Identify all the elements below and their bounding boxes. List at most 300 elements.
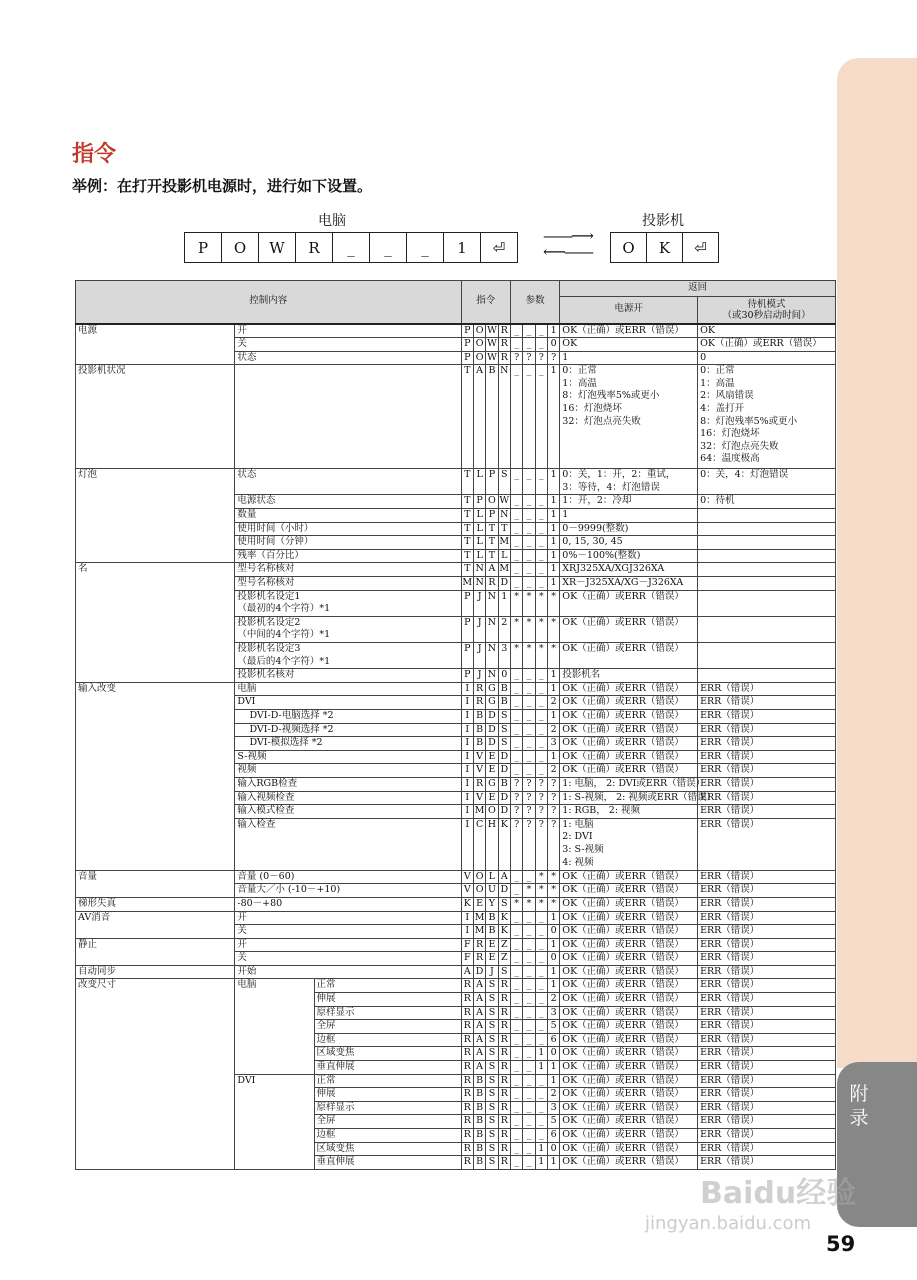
table-cell: 1 — [547, 709, 559, 723]
table-cell: R — [461, 1129, 473, 1143]
table-cell: 5 — [547, 1020, 559, 1034]
table-cell — [698, 643, 836, 669]
table-cell: D — [498, 750, 510, 764]
header-standby: 待机模式 （或30秒启动时间） — [698, 297, 836, 324]
table-cell: OK（正确）或ERR（错误） — [560, 1061, 698, 1075]
table-cell: R — [498, 1020, 510, 1034]
table-cell: _ — [510, 884, 522, 898]
table-cell: 电脑 — [235, 979, 314, 1074]
table-cell: L — [473, 549, 485, 563]
table-cell: ? — [535, 818, 547, 870]
table-cell: K — [498, 925, 510, 939]
table-cell: _ — [510, 696, 522, 710]
table-cell: I — [461, 911, 473, 925]
table-cell: 1 — [535, 1047, 547, 1061]
command-cell: O — [221, 233, 258, 262]
table-cell: _ — [535, 577, 547, 591]
table-cell: _ — [523, 324, 535, 338]
table-cell: _ — [523, 1088, 535, 1102]
table-cell: R — [461, 993, 473, 1007]
table-cell: _ — [523, 1156, 535, 1170]
table-cell: ERR（错误） — [698, 709, 836, 723]
table-cell: * — [523, 884, 535, 898]
table-cell: _ — [535, 536, 547, 550]
table-cell: * — [523, 616, 535, 642]
table-cell: B — [473, 1115, 485, 1129]
table-cell: I — [461, 723, 473, 737]
table-cell: ? — [523, 791, 535, 805]
table-cell: T — [461, 509, 473, 523]
table-cell: R — [498, 1074, 510, 1088]
table-cell: 伸展 — [314, 993, 461, 1007]
table-cell: ? — [523, 818, 535, 870]
projector-response-cells — [610, 232, 719, 263]
table-cell: 关 — [235, 952, 461, 966]
table-cell: * — [535, 897, 547, 911]
table-cell: 2 — [498, 616, 510, 642]
table-cell: M — [473, 925, 485, 939]
table-cell: _ — [510, 1033, 522, 1047]
table-cell: OK（正确）或ERR（错误） — [560, 979, 698, 993]
table-cell: 6 — [547, 1129, 559, 1143]
table-cell: T — [461, 469, 473, 495]
table-cell: B — [498, 696, 510, 710]
table-cell: I — [461, 696, 473, 710]
table-cell: _ — [510, 993, 522, 1007]
table-cell: E — [486, 791, 498, 805]
table-cell: C — [473, 818, 485, 870]
table-cell: ? — [535, 805, 547, 819]
table-cell: K — [498, 818, 510, 870]
table-cell: R — [498, 1061, 510, 1075]
table-cell: _ — [523, 522, 535, 536]
table-cell: 2 — [547, 723, 559, 737]
table-cell: * — [510, 897, 522, 911]
table-cell — [235, 365, 461, 469]
table-cell: L — [498, 549, 510, 563]
table-cell: _ — [510, 577, 522, 591]
table-cell: _ — [523, 737, 535, 751]
table-cell: M — [498, 536, 510, 550]
table-cell: ERR（错误） — [698, 1033, 836, 1047]
table-cell: _ — [535, 324, 547, 338]
table-cell: O — [473, 324, 485, 338]
table-cell: 边框 — [314, 1033, 461, 1047]
table-cell: T — [461, 536, 473, 550]
header-control: 控制内容 — [76, 281, 462, 324]
table-cell: OK（正确）或ERR（错误） — [560, 1129, 698, 1143]
table-cell: S — [486, 979, 498, 993]
table-cell: T — [461, 495, 473, 509]
table-cell: ? — [523, 777, 535, 791]
table-cell: 名 — [76, 563, 235, 682]
table-cell: R — [461, 1006, 473, 1020]
table-cell: R — [461, 1047, 473, 1061]
table-cell: M — [473, 911, 485, 925]
table-cell: OK（正确）或ERR（错误） — [560, 965, 698, 979]
table-cell: * — [535, 590, 547, 616]
table-cell: _ — [535, 509, 547, 523]
table-cell: L — [473, 469, 485, 495]
table-cell — [698, 616, 836, 642]
table-cell: T — [486, 522, 498, 536]
table-cell: 使用时间（分钟） — [235, 536, 461, 550]
table-cell: 投影机状况 — [76, 365, 235, 469]
table-cell: ? — [547, 351, 559, 365]
table-cell: 残率（百分比） — [235, 549, 461, 563]
table-cell: R — [473, 682, 485, 696]
table-cell: B — [473, 1156, 485, 1170]
table-cell: ? — [535, 351, 547, 365]
table-cell: OK（正确）或ERR（错误） — [560, 1074, 698, 1088]
table-cell: P — [461, 351, 473, 365]
table-cell: DVI-D-电脑选择 *2 — [235, 709, 461, 723]
table-cell: 原样显示 — [314, 1006, 461, 1020]
table-cell: I — [461, 805, 473, 819]
table-cell: I — [461, 737, 473, 751]
table-cell: 1 — [547, 469, 559, 495]
table-cell: R — [498, 993, 510, 1007]
table-cell: _ — [510, 522, 522, 536]
table-cell: _ — [510, 870, 522, 884]
table-cell: _ — [535, 1129, 547, 1143]
table-cell: 输入检查 — [235, 818, 461, 870]
table-cell: ERR（错误） — [698, 911, 836, 925]
table-cell: _ — [523, 925, 535, 939]
table-cell: _ — [535, 563, 547, 577]
table-cell: _ — [510, 1061, 522, 1075]
table-cell: OK（正确）或ERR（错误） — [560, 870, 698, 884]
table-cell: 2 — [547, 764, 559, 778]
table-cell: U — [486, 884, 498, 898]
table-cell: E — [486, 938, 498, 952]
table-cell: ? — [547, 805, 559, 819]
table-cell: J — [473, 616, 485, 642]
table-cell: _ — [535, 1115, 547, 1129]
table-cell: 自动同步 — [76, 965, 235, 979]
table-cell: 3 — [547, 1006, 559, 1020]
table-cell: 音量 (0－60) — [235, 870, 461, 884]
table-cell: 0, 15, 30, 45 — [560, 536, 698, 550]
table-cell: N — [486, 643, 498, 669]
table-cell: 开 — [235, 911, 461, 925]
table-cell: _ — [523, 1006, 535, 1020]
table-cell: 全屏 — [314, 1020, 461, 1034]
table-cell: ? — [547, 777, 559, 791]
table-cell: 投影机名核对 — [235, 669, 461, 683]
table-cell: ? — [510, 805, 522, 819]
table-cell: 视频 — [235, 764, 461, 778]
table-cell: _ — [523, 965, 535, 979]
table-cell: O — [473, 338, 485, 352]
table-cell: Z — [498, 938, 510, 952]
table-cell: _ — [510, 1115, 522, 1129]
table-cell: ? — [547, 818, 559, 870]
table-cell: 投影机名设定1 （最初的4个字符）*1 — [235, 590, 461, 616]
table-cell: K — [461, 897, 473, 911]
table-cell: * — [547, 870, 559, 884]
table-cell: _ — [535, 669, 547, 683]
table-cell: A — [473, 993, 485, 1007]
table-cell: _ — [523, 764, 535, 778]
table-cell: ERR（错误） — [698, 993, 836, 1007]
command-cell: P — [197, 238, 209, 257]
table-cell: _ — [523, 1047, 535, 1061]
table-cell: 电源 — [76, 324, 235, 365]
table-cell: I — [461, 777, 473, 791]
table-cell: _ — [523, 750, 535, 764]
table-row — [76, 938, 836, 952]
table-cell: _ — [523, 1061, 535, 1075]
table-cell: D — [498, 577, 510, 591]
table-cell: OK（正确）或ERR（错误） — [560, 1115, 698, 1129]
table-cell: _ — [510, 469, 522, 495]
table-cell: 1: S-视频， 2: 视频或ERR（错误） — [560, 791, 698, 805]
table-cell: _ — [523, 1020, 535, 1034]
table-cell: _ — [510, 495, 522, 509]
table-cell: ? — [535, 777, 547, 791]
table-cell: J — [486, 965, 498, 979]
table-cell: I — [461, 818, 473, 870]
table-cell: _ — [535, 938, 547, 952]
watermark-logo: Baidu经验 — [700, 1176, 857, 1211]
command-cell: 1 — [443, 233, 480, 262]
table-cell: _ — [535, 911, 547, 925]
table-cell: ? — [535, 791, 547, 805]
transfer-arrows-icon: ——⟶ ⟵—— — [543, 226, 592, 261]
command-cell: _ — [369, 233, 406, 262]
table-cell: S — [486, 1101, 498, 1115]
table-cell: ERR（错误） — [698, 1115, 836, 1129]
table-cell: OK（正确）或ERR（错误） — [560, 709, 698, 723]
table-cell: _ — [535, 1088, 547, 1102]
table-row — [76, 365, 836, 469]
table-cell: A — [473, 365, 485, 469]
table-cell: R — [498, 1142, 510, 1156]
table-cell: 开始 — [235, 965, 461, 979]
table-cell: _ — [535, 522, 547, 536]
table-cell: _ — [535, 764, 547, 778]
table-cell: R — [461, 979, 473, 993]
table-cell: _ — [523, 669, 535, 683]
table-cell: OK — [560, 338, 698, 352]
table-cell: OK（正确）或ERR（错误） — [560, 993, 698, 1007]
table-cell: R — [498, 1101, 510, 1115]
table-cell: I — [461, 750, 473, 764]
table-cell: 1 — [547, 1074, 559, 1088]
header-power-on: 电源开 — [560, 297, 698, 324]
table-cell: T — [498, 522, 510, 536]
table-cell — [698, 536, 836, 550]
page-number: 59 — [826, 1232, 856, 1256]
table-cell: * — [523, 590, 535, 616]
table-cell: ERR（错误） — [698, 723, 836, 737]
table-cell: OK（正确）或ERR（错误） — [560, 324, 698, 338]
table-cell: OK（正确）或ERR（错误） — [560, 897, 698, 911]
table-cell: ERR（错误） — [698, 884, 836, 898]
table-cell: 状态 — [235, 351, 461, 365]
table-cell: A — [473, 1020, 485, 1034]
table-cell: 0：正常 1：高温 8：灯泡残率5%或更小 16：灯泡烧坏 32：灯泡点亮失败 — [560, 365, 698, 469]
table-cell: A — [486, 563, 498, 577]
table-cell: R — [498, 324, 510, 338]
table-cell: I — [461, 709, 473, 723]
table-cell: W — [498, 495, 510, 509]
table-cell: _ — [535, 979, 547, 993]
table-cell: DVI-D-视频选择 *2 — [235, 723, 461, 737]
table-cell: _ — [523, 495, 535, 509]
table-cell: 0 — [547, 925, 559, 939]
command-cell: O — [622, 238, 635, 257]
table-cell: 1 — [547, 549, 559, 563]
table-cell: OK（正确）或ERR（错误） — [560, 1020, 698, 1034]
table-cell: 正常 — [314, 979, 461, 993]
table-cell: P — [461, 338, 473, 352]
projector-label: 投影机 — [642, 213, 684, 229]
table-cell: 垂直伸展 — [314, 1061, 461, 1075]
table-cell: _ — [510, 338, 522, 352]
table-cell: _ — [510, 709, 522, 723]
table-cell: 0 — [698, 351, 836, 365]
table-cell: R — [461, 1156, 473, 1170]
table-cell: L — [486, 870, 498, 884]
table-cell: 2 — [547, 993, 559, 1007]
table-cell: _ — [510, 1156, 522, 1170]
table-cell: _ — [510, 682, 522, 696]
table-cell: T — [461, 522, 473, 536]
table-cell: _ — [535, 1020, 547, 1034]
table-cell: S — [498, 709, 510, 723]
table-cell: * — [547, 897, 559, 911]
table-cell: _ — [523, 952, 535, 966]
table-cell: S — [486, 1088, 498, 1102]
table-cell: P — [461, 324, 473, 338]
table-cell: _ — [535, 696, 547, 710]
table-cell: ERR（错误） — [698, 952, 836, 966]
table-cell: _ — [523, 682, 535, 696]
table-cell: OK（正确）或ERR（错误） — [560, 764, 698, 778]
table-cell: 开 — [235, 324, 461, 338]
table-cell: A — [473, 1006, 485, 1020]
table-cell: 投影机名设定2 （中间的4个字符）*1 — [235, 616, 461, 642]
table-cell: P — [486, 469, 498, 495]
table-cell: OK（正确）或ERR（错误） — [560, 737, 698, 751]
table-cell: 改变尺寸 — [76, 979, 235, 1169]
table-cell: _ — [535, 1033, 547, 1047]
table-cell: D — [498, 805, 510, 819]
table-cell: 1 — [535, 1142, 547, 1156]
pc-command-cells — [184, 232, 518, 263]
table-cell: R — [461, 1142, 473, 1156]
page-subtitle: 举例：在打开投影机电源时，进行如下设置。 — [72, 177, 373, 195]
table-cell: 0 — [547, 1142, 559, 1156]
table-cell: ERR（错误） — [698, 965, 836, 979]
table-cell: ERR（错误） — [698, 1047, 836, 1061]
table-cell: A — [461, 965, 473, 979]
table-cell: B — [486, 925, 498, 939]
table-cell: _ — [535, 1101, 547, 1115]
table-cell: B — [473, 1142, 485, 1156]
table-cell: _ — [523, 696, 535, 710]
table-cell: 1：开，2：冷却 — [560, 495, 698, 509]
table-cell: 关 — [235, 338, 461, 352]
table-cell: ? — [523, 805, 535, 819]
table-cell: 区域变焦 — [314, 1142, 461, 1156]
table-cell: M — [461, 577, 473, 591]
table-cell: 3 — [547, 737, 559, 751]
table-cell: 0%－100%(整数) — [560, 549, 698, 563]
table-cell: _ — [510, 324, 522, 338]
table-cell: XR－J325XA/XG－J326XA — [560, 577, 698, 591]
table-cell: _ — [523, 365, 535, 469]
table-cell: B — [473, 1129, 485, 1143]
table-cell: P — [486, 509, 498, 523]
table-cell: _ — [523, 709, 535, 723]
table-cell: P — [461, 669, 473, 683]
table-cell: A — [498, 870, 510, 884]
table-cell: V — [473, 791, 485, 805]
table-cell: R — [498, 1006, 510, 1020]
table-cell: 电脑 — [235, 682, 461, 696]
table-cell: A — [473, 1047, 485, 1061]
table-cell: _ — [510, 737, 522, 751]
table-row — [76, 469, 836, 495]
table-cell: R — [461, 1033, 473, 1047]
table-cell: ERR（错误） — [698, 1061, 836, 1075]
table-cell: _ — [510, 965, 522, 979]
table-cell: F — [461, 952, 473, 966]
table-cell: _ — [535, 365, 547, 469]
table-cell: _ — [510, 669, 522, 683]
table-cell: _ — [535, 965, 547, 979]
table-cell: 1 — [560, 351, 698, 365]
table-cell: 垂直伸展 — [314, 1156, 461, 1170]
table-cell: J — [473, 590, 485, 616]
table-cell: O — [473, 870, 485, 884]
table-cell: D — [498, 884, 510, 898]
table-cell: _ — [535, 682, 547, 696]
table-cell: * — [510, 590, 522, 616]
table-cell: D — [473, 965, 485, 979]
command-cell: _ — [332, 233, 369, 262]
table-cell: * — [547, 643, 559, 669]
table-cell: I — [461, 764, 473, 778]
table-cell: 1 — [547, 324, 559, 338]
table-cell: 3 — [547, 1101, 559, 1115]
table-cell: R — [498, 351, 510, 365]
table-cell: G — [486, 696, 498, 710]
table-cell: S — [486, 1142, 498, 1156]
table-cell: J — [473, 643, 485, 669]
table-cell: ERR（错误） — [698, 925, 836, 939]
table-cell: ERR（错误） — [698, 764, 836, 778]
table-cell: O — [486, 495, 498, 509]
table-cell: 2 — [547, 696, 559, 710]
table-cell: 伸展 — [314, 1088, 461, 1102]
table-row — [76, 965, 836, 979]
table-cell: _ — [523, 979, 535, 993]
table-cell: Z — [498, 952, 510, 966]
table-cell: B — [473, 1101, 485, 1115]
table-cell: S — [486, 1129, 498, 1143]
table-cell: 1 — [547, 577, 559, 591]
table-cell: Y — [486, 897, 498, 911]
table-cell: ERR（错误） — [698, 1156, 836, 1170]
table-cell: 输入模式检查 — [235, 805, 461, 819]
table-cell: 5 — [547, 1115, 559, 1129]
table-cell: D — [498, 791, 510, 805]
table-cell: _ — [510, 911, 522, 925]
